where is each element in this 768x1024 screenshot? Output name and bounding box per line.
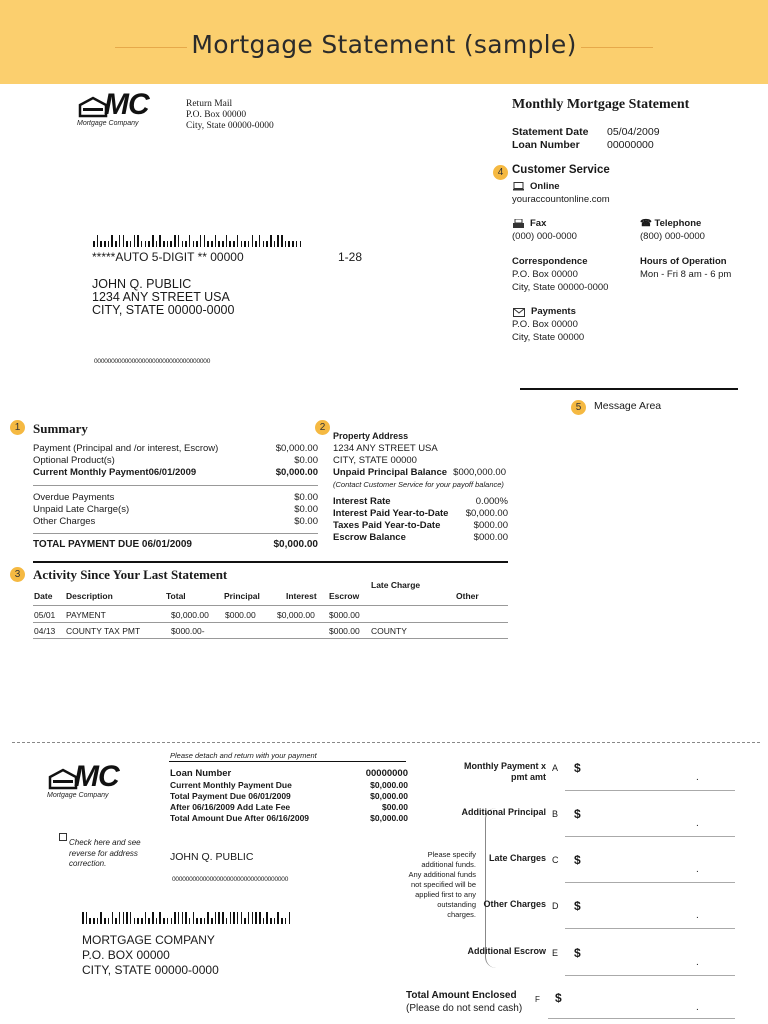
summary-value: $0.00: [294, 516, 318, 527]
summary-value: $0,000.00: [275, 443, 318, 454]
dollar-sign: $: [574, 853, 581, 867]
barcode-bar: [255, 241, 257, 247]
barcode-bar: [141, 918, 143, 924]
barcode-bar: [218, 912, 220, 924]
barcode-bar: [189, 235, 191, 247]
barcode-bar: [182, 912, 184, 924]
coupon-value: $0,000.00: [370, 780, 408, 790]
barcode-bar: [263, 918, 265, 924]
logo-text: MC: [74, 760, 119, 793]
barcode-bar: [218, 241, 220, 247]
page-title-text: Mortgage Statement (sample): [187, 30, 580, 59]
dollar-sign: $: [555, 991, 562, 1005]
barcode-bar: [93, 918, 95, 924]
barcode-bar: [152, 235, 154, 247]
barcode-bar: [252, 912, 254, 924]
property-label: Interest Rate: [333, 496, 391, 507]
barcode-bar: [300, 241, 302, 247]
online-label: Online: [530, 181, 560, 192]
recipient-street: 1234 ANY STREET USA: [92, 290, 230, 304]
barcode-bar: [163, 918, 165, 924]
barcode-bar: [148, 241, 150, 247]
auto-sort-line: *****AUTO 5-DIGIT ** 00000: [92, 250, 244, 264]
col-header: Date: [34, 591, 53, 601]
detach-note: Please detach and return with your payment: [170, 751, 317, 760]
property-value: $000.00: [473, 520, 508, 531]
section-badge: 2: [315, 420, 330, 435]
table-cell: $000.00: [225, 610, 256, 620]
scan-line: 0000000000000000000000000000000000: [94, 358, 211, 365]
barcode-bar: [207, 241, 209, 247]
barcode-bar: [196, 241, 198, 247]
barcode-bar: [266, 912, 268, 924]
telephone-label-wrap: [640, 218, 701, 229]
coupon-value: $00.00: [382, 802, 408, 812]
summary-label: Optional Product(s): [33, 455, 115, 466]
summary-value: $0.00: [294, 492, 318, 503]
barcode-bar: [126, 912, 128, 924]
upb-label: Unpaid Principal Balance: [333, 467, 448, 478]
barcode-bar: [115, 918, 117, 924]
barcode-bar: [274, 241, 276, 247]
fax-number: (000) 000-0000: [512, 231, 577, 242]
loan-number-label: Loan Number: [512, 139, 580, 151]
barcode-bar: [277, 912, 279, 924]
sort-code: 1-28: [338, 250, 363, 264]
coupon-label: Current Monthly Payment Due: [170, 780, 292, 790]
remit-line: CITY, STATE 00000-0000: [82, 963, 219, 977]
correspondence-line: City, State 00000-0000: [512, 282, 609, 293]
barcode-bar: [123, 235, 125, 247]
table-cell: $0,000.00: [171, 610, 209, 620]
recipient-address: [92, 278, 234, 317]
barcode-bar: [123, 912, 125, 924]
amount-field-d[interactable]: [565, 928, 735, 929]
hours-label: Hours of Operation: [640, 256, 727, 267]
barcode-bar: [93, 241, 95, 247]
barcode-bar: [163, 241, 165, 247]
property-label: Taxes Paid Year-to-Date: [333, 520, 441, 531]
property-row: [333, 496, 508, 507]
table-cell: $000.00: [329, 610, 360, 620]
barcode-bar: [137, 235, 139, 247]
logo-subtitle: Mortgage Company: [47, 792, 109, 799]
property-value: 0.000%: [475, 496, 508, 507]
property-label: Escrow Balance: [333, 532, 406, 543]
message-area-label: Message Area: [594, 400, 662, 412]
barcode-bar: [285, 918, 287, 924]
barcode-bar: [97, 235, 99, 247]
property-row: [333, 532, 508, 543]
barcode-bar: [270, 235, 272, 247]
barcode-bar: [259, 912, 261, 924]
table-row: [33, 626, 508, 638]
barcode-bar: [237, 912, 239, 924]
summary-row: [33, 455, 318, 466]
remit-line: MORTGAGE COMPANY: [82, 933, 215, 947]
section-badge: 3: [10, 567, 25, 582]
barcode-bar: [156, 241, 158, 247]
return-mail-line: Return Mail: [186, 99, 233, 109]
coupon-rule: [169, 761, 406, 762]
summary-label: Overdue Payments: [33, 492, 115, 503]
total-payment-row: [33, 539, 318, 550]
barcode-bar: [100, 241, 102, 247]
amount-field-c[interactable]: [565, 882, 735, 883]
envelope-icon: [513, 308, 525, 317]
barcode-bar: [207, 912, 209, 924]
remit-address: [82, 933, 219, 978]
total-payment-label: TOTAL PAYMENT DUE 06/01/2009: [33, 539, 192, 550]
summary-value: $0,000.00: [275, 467, 318, 478]
line-label-additional-principal: Additional Principal: [461, 807, 546, 817]
postal-barcode: [93, 235, 303, 247]
barcode-bar: [126, 241, 128, 247]
line-label-additional-escrow: Additional Escrow: [467, 946, 546, 956]
barcode-bar: [156, 918, 158, 924]
total-payment-value: $0,000.00: [273, 539, 318, 550]
online-url[interactable]: youraccountonline.com: [512, 194, 610, 205]
barcode-bar: [111, 235, 113, 247]
summary-label: Current Monthly Payment06/01/2009: [33, 467, 197, 478]
section-badge: 1: [10, 420, 25, 435]
table-row: [33, 610, 508, 622]
line-label-other-charges: Other Charges: [483, 899, 546, 909]
address-correction-checkbox[interactable]: [59, 833, 67, 841]
summary-row: [33, 443, 318, 454]
summary-label: Other Charges: [33, 516, 96, 527]
barcode-bar: [130, 912, 132, 924]
summary-value: $0.00: [294, 455, 318, 466]
recipient-city: CITY, STATE 00000-0000: [92, 303, 235, 317]
line-letter: A: [552, 763, 559, 773]
activity-rule: [33, 561, 508, 563]
logo-text: MC: [104, 88, 149, 121]
coupon-loan-label: Loan Number: [170, 768, 232, 779]
barcode-bar: [222, 912, 224, 924]
barcode-bar: [292, 241, 294, 247]
coupon-label: Total Payment Due 06/01/2009: [170, 791, 291, 801]
barcode-bar: [159, 235, 161, 247]
fax-icon: [513, 219, 524, 229]
barcode-bar: [82, 912, 84, 924]
logo-subtitle: Mortgage Company: [77, 120, 139, 127]
summary-title: Summary: [33, 421, 88, 436]
barcode-bar: [119, 235, 121, 247]
barcode-bar: [296, 241, 298, 247]
customer-service-title: Customer Service: [512, 164, 610, 176]
telephone-label: Telephone: [654, 218, 702, 229]
divider: [33, 485, 318, 486]
page-title: [0, 30, 768, 59]
statement-date-value: 05/04/2009: [607, 126, 660, 138]
property-street: 1234 ANY STREET USA: [333, 443, 438, 454]
barcode-bar: [130, 241, 132, 247]
barcode-bar: [289, 912, 291, 924]
table-cell: 04/13: [34, 626, 56, 636]
amount-field-e[interactable]: [565, 975, 735, 976]
property-row: [333, 520, 508, 531]
barcode-bar: [178, 912, 180, 924]
divider: [33, 605, 508, 606]
coupon-row: [170, 802, 408, 812]
remit-line: P.O. BOX 00000: [82, 948, 170, 962]
divider: [33, 533, 318, 534]
correspondence-line: P.O. Box 00000: [512, 269, 578, 280]
col-header: Other: [456, 591, 479, 601]
amount-field-total[interactable]: [548, 1018, 735, 1019]
summary-label: Payment (Principal and /or interest, Escrow): [33, 443, 219, 454]
telephone-icon: ☎: [640, 218, 652, 229]
coupon-row: [170, 791, 408, 801]
barcode-bar: [134, 235, 136, 247]
coupon-scan-line: 0000000000000000000000000000000000: [172, 876, 289, 883]
summary-label: Unpaid Late Charge(s): [33, 504, 130, 515]
summary-row: [33, 504, 318, 515]
dollar-sign: $: [574, 946, 581, 960]
property-value: $0,000.00: [465, 508, 508, 519]
barcode-bar: [193, 241, 195, 247]
coupon-row: [170, 780, 408, 790]
amount-field-a[interactable]: [565, 790, 735, 791]
barcode-bar: [229, 241, 231, 247]
no-cash-note: (Please do not send cash): [406, 1003, 523, 1014]
property-row: [333, 508, 508, 519]
table-cell: $000.00: [329, 626, 360, 636]
barcode-bar: [167, 918, 169, 924]
recipient-name: JOHN Q. PUBLIC: [92, 277, 192, 291]
barcode-bar: [97, 918, 99, 924]
statement-title: Monthly Mortgage Statement: [512, 97, 690, 112]
coupon-value: $0,000.00: [370, 791, 408, 801]
property-label: Interest Paid Year-to-Date: [333, 508, 449, 519]
barcode-bar: [137, 918, 139, 924]
barcode-bar: [230, 912, 232, 924]
message-area-rule: [520, 388, 738, 390]
col-header: Total: [166, 591, 186, 601]
amount-field-b[interactable]: [565, 836, 735, 837]
barcode-bar: [145, 241, 147, 247]
barcode-bar: [115, 241, 117, 247]
barcode-bar: [274, 918, 276, 924]
barcode-bar: [281, 918, 283, 924]
table-cell: $0,000.00: [277, 610, 315, 620]
loan-number-value: 00000000: [607, 139, 654, 151]
activity-title: Activity Since Your Last Statement: [33, 567, 228, 582]
line-label-monthly-payment: Monthly Payment x pmt amt: [463, 761, 546, 782]
correspondence-label: Correspondence: [512, 256, 588, 267]
barcode-bar: [204, 235, 206, 247]
barcode-bar: [174, 912, 176, 924]
barcode-bar: [226, 918, 228, 924]
divider: [33, 622, 508, 623]
barcode-bar: [170, 241, 172, 247]
col-header: Escrow: [329, 591, 360, 601]
barcode-bar: [270, 918, 272, 924]
line-letter: F: [535, 995, 540, 1004]
col-header-late-charge: Late Charge: [371, 580, 421, 590]
barcode-bar: [100, 912, 102, 924]
specify-funds-note: Please specify additional funds. Any additional funds not specified will be applied first to any outstanding charges.: [408, 850, 476, 919]
detach-line: [12, 742, 760, 743]
line-label-late-charges: Late Charges: [488, 853, 546, 863]
payments-line: P.O. Box 00000: [512, 319, 578, 330]
barcode-bar: [248, 241, 250, 247]
barcode-bar: [108, 241, 110, 247]
col-header: Interest: [286, 591, 317, 601]
barcode-bar: [196, 918, 198, 924]
barcode-bar: [145, 912, 147, 924]
barcode-bar: [288, 241, 290, 247]
barcode-bar: [252, 235, 254, 247]
barcode-bar: [211, 918, 213, 924]
coupon-name: JOHN Q. PUBLIC: [170, 851, 254, 863]
barcode-bar: [104, 241, 106, 247]
barcode-bar: [244, 241, 246, 247]
barcode-bar: [86, 912, 88, 924]
property-value: $000.00: [473, 532, 508, 543]
coupon-loan-value: 00000000: [365, 768, 408, 779]
line-letter: B: [552, 809, 559, 819]
barcode-bar: [259, 235, 261, 247]
summary-value: $0.00: [294, 504, 318, 515]
return-mail-line: City, State 00000-0000: [186, 121, 274, 131]
barcode-bar: [152, 912, 154, 924]
table-cell: 05/01: [34, 610, 56, 620]
activity-header-row: [33, 591, 508, 603]
coupon-label: Total Amount Due After 06/16/2009: [170, 813, 310, 823]
barcode-bar: [178, 235, 180, 247]
summary-row: [33, 467, 318, 478]
barcode-bar: [119, 912, 121, 924]
payoff-note: (Contact Customer Service for your payoff balance): [333, 480, 504, 489]
barcode-bar: [200, 235, 202, 247]
property-city: CITY, STATE 00000: [333, 455, 417, 466]
upb-value: $000,000.00: [453, 467, 506, 478]
barcode-bar: [277, 235, 279, 247]
barcode-bar: [171, 918, 173, 924]
barcode-bar: [108, 918, 110, 924]
barcode-bar: [215, 235, 217, 247]
computer-icon: [513, 182, 524, 191]
total-enclosed-label: Total Amount Enclosed: [406, 990, 517, 1001]
barcode-bar: [193, 912, 195, 924]
line-letter: E: [552, 948, 559, 958]
upb-row: [333, 467, 506, 478]
hours-value: Mon - Fri 8 am - 6 pm: [640, 269, 732, 280]
barcode-bar: [167, 241, 169, 247]
bracket: [485, 808, 496, 968]
summary-row: [33, 516, 318, 527]
barcode-bar: [141, 241, 143, 247]
barcode-bar: [189, 918, 191, 924]
table-cell: COUNTY TAX PMT: [66, 626, 141, 636]
table-cell: COUNTY: [371, 626, 407, 636]
barcode-bar: [281, 235, 283, 247]
barcode-bar: [244, 918, 246, 924]
address-correction-label: Check here and see reverse for address correction.: [69, 838, 141, 868]
col-header: Principal: [224, 591, 260, 601]
section-badge: 4: [493, 165, 508, 180]
coupon-label: After 06/16/2009 Add Late Fee: [170, 802, 291, 812]
divider: [33, 638, 508, 639]
barcode-bar: [204, 918, 206, 924]
barcode-bar: [241, 912, 243, 924]
return-mail-block: [186, 99, 274, 132]
barcode-bar: [222, 241, 224, 247]
barcode-bar: [215, 912, 217, 924]
property-title: Property Address: [333, 431, 409, 441]
barcode-bar: [285, 241, 287, 247]
barcode-bar: [237, 235, 239, 247]
line-letter: D: [552, 901, 559, 911]
barcode-bar: [185, 912, 187, 924]
payments-line: City, State 00000: [512, 332, 585, 343]
line-letter: C: [552, 855, 559, 865]
summary-row: [33, 492, 318, 503]
postal-barcode: [82, 912, 292, 924]
col-header: Description: [66, 591, 113, 601]
dollar-sign: $: [574, 807, 581, 821]
barcode-bar: [104, 918, 106, 924]
coupon-row: [170, 813, 408, 823]
barcode-bar: [112, 912, 114, 924]
barcode-bar: [226, 235, 228, 247]
barcode-bar: [134, 918, 136, 924]
coupon-loan-row: [170, 768, 408, 779]
barcode-bar: [263, 241, 265, 247]
table-cell: PAYMENT: [66, 610, 106, 620]
coupon-value: $0,000.00: [370, 813, 408, 823]
statement-date-label: Statement Date: [512, 126, 589, 138]
barcode-bar: [148, 918, 150, 924]
payments-label: Payments: [531, 306, 576, 317]
barcode-bar: [233, 241, 235, 247]
dollar-sign: $: [574, 899, 581, 913]
barcode-bar: [182, 241, 184, 247]
barcode-bar: [200, 918, 202, 924]
table-cell: $000.00-: [171, 626, 205, 636]
fax-label: Fax: [530, 218, 547, 229]
barcode-bar: [89, 918, 91, 924]
dollar-sign: $: [574, 761, 581, 775]
barcode-bar: [174, 235, 176, 247]
telephone-number: (800) 000-0000: [640, 231, 705, 242]
barcode-bar: [248, 912, 250, 924]
barcode-bar: [266, 241, 268, 247]
barcode-bar: [185, 241, 187, 247]
barcode-bar: [241, 241, 243, 247]
return-mail-line: P.O. Box 00000: [186, 110, 247, 120]
section-badge: 5: [571, 400, 586, 415]
barcode-bar: [159, 912, 161, 924]
barcode-bar: [211, 241, 213, 247]
barcode-bar: [255, 912, 257, 924]
barcode-bar: [233, 912, 235, 924]
